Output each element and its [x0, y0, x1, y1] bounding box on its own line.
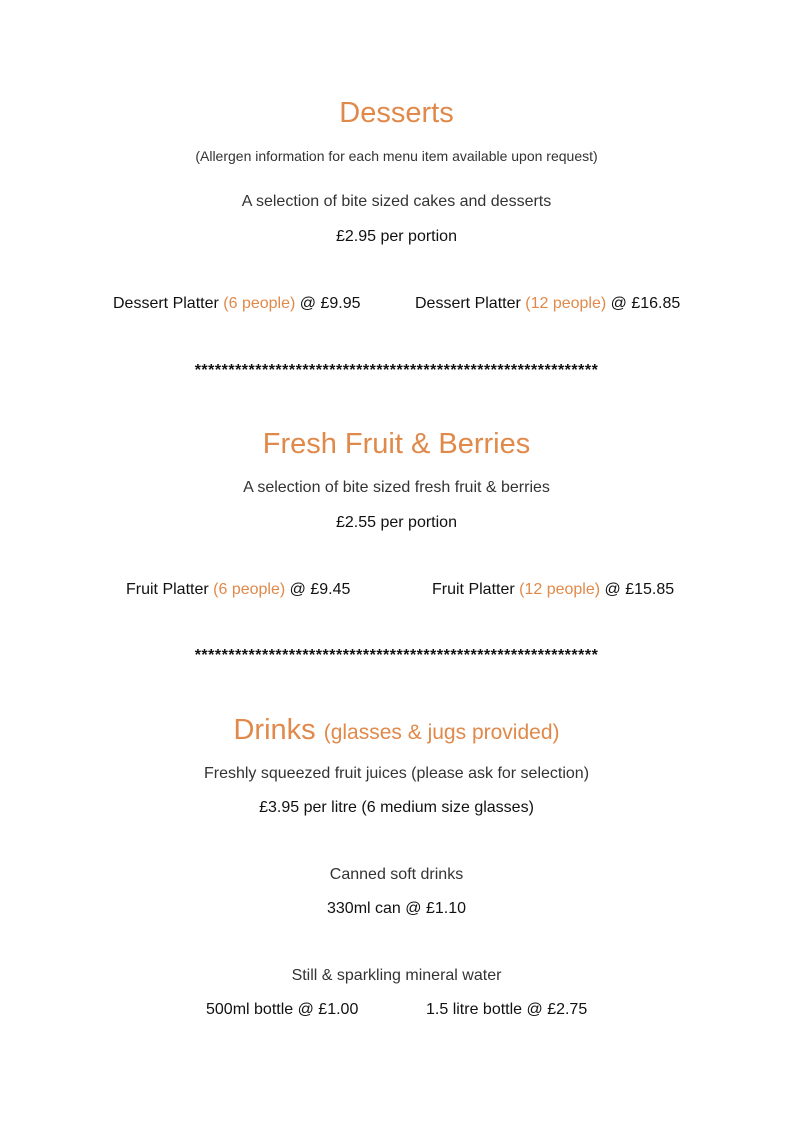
water-description: Still & sparkling mineral water [291, 967, 502, 984]
platter-people: (12 people) [525, 295, 607, 312]
platter-price: @ £9.95 [299, 295, 361, 312]
fruit-platter-12 [432, 581, 674, 599]
allergen-note: (Allergen information for each menu item available upon request) [195, 148, 598, 164]
desserts-description: A selection of bite sized cakes and desserts [241, 193, 552, 210]
drinks-heading [0, 714, 793, 747]
separator: ************************************************************ [194, 647, 599, 664]
fruit-description: A selection of bite sized fresh fruit & berries [243, 479, 550, 496]
platter-people: (6 people) [223, 295, 296, 312]
platter-name: Fruit Platter [432, 581, 515, 598]
dessert-platter-6 [113, 295, 361, 313]
separator: ************************************************************ [194, 362, 599, 379]
drinks-subtitle: (glasses & jugs provided) [323, 721, 560, 744]
dessert-platter-12 [415, 295, 680, 313]
desserts-price: £2.95 per portion [336, 228, 457, 245]
water-price-1-5l: 1.5 litre bottle @ £2.75 [426, 1001, 588, 1018]
platter-name: Fruit Platter [126, 581, 209, 598]
platter-name: Dessert Platter [415, 295, 521, 312]
fruit-price: £2.55 per portion [336, 514, 457, 531]
juices-description: Freshly squeezed fruit juices (please ask for selection) [203, 765, 590, 782]
platter-price: @ £15.85 [604, 581, 675, 598]
fruit-platter-6 [126, 581, 350, 599]
water-price-500ml: 500ml bottle @ £1.00 [206, 1001, 359, 1018]
fruit-title: Fresh Fruit & Berries [262, 428, 531, 460]
platter-people: (12 people) [519, 581, 601, 598]
soft-drinks-description: Canned soft drinks [329, 866, 464, 883]
drinks-title: Drinks [233, 714, 316, 746]
desserts-title: Desserts [339, 97, 454, 129]
platter-people: (6 people) [213, 581, 286, 598]
platter-name: Dessert Platter [113, 295, 219, 312]
soft-drinks-price: 330ml can @ £1.10 [327, 900, 466, 917]
juices-price: £3.95 per litre (6 medium size glasses) [259, 799, 534, 816]
platter-price: @ £9.45 [289, 581, 351, 598]
platter-price: @ £16.85 [610, 295, 681, 312]
